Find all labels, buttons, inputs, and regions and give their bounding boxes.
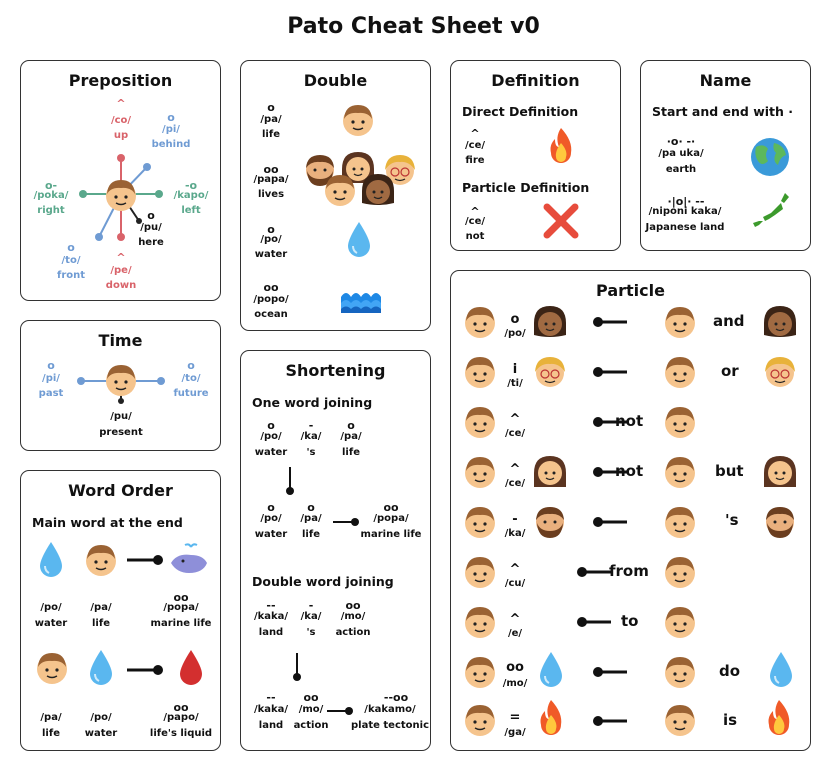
double-word-joining-heading: Double word joining	[252, 574, 394, 589]
arrow-right-icon	[593, 667, 633, 677]
person-face-icon	[663, 555, 697, 589]
particle-meaning: and	[713, 312, 745, 330]
order-word: /po/	[40, 602, 62, 613]
down-word: /pe/	[110, 265, 132, 276]
name-word: /pa uka/	[658, 148, 704, 159]
order-word: /po/	[90, 712, 112, 723]
definition-card	[450, 60, 621, 251]
short-meaning: land	[258, 627, 284, 638]
short-glyph: oo	[303, 691, 319, 704]
definition-glyph: ^	[470, 127, 480, 140]
person-face-icon	[35, 651, 69, 685]
definition-title: Definition	[491, 71, 580, 90]
bearded-face-icon	[763, 505, 797, 539]
double-word: /popo/	[253, 294, 289, 305]
arrow-down-icon	[285, 467, 295, 497]
front-glyph: o	[67, 241, 75, 254]
arrow-right-icon	[593, 367, 633, 377]
right-meaning: right	[37, 205, 65, 216]
person-face-icon	[663, 605, 697, 639]
short-glyph: -	[308, 419, 314, 432]
short-word: /kaka/	[253, 611, 289, 622]
particle-meaning: do	[719, 662, 741, 680]
double-glyph: o	[267, 223, 275, 236]
short-glyph: o	[307, 501, 315, 514]
right-glyph: o-	[44, 179, 58, 192]
water-drop-icon	[87, 649, 115, 687]
particle-word: /ce/	[504, 428, 525, 439]
name-meaning: Japanese land	[645, 222, 725, 233]
double-glyph: oo	[263, 163, 279, 176]
short-meaning: water	[254, 529, 288, 540]
double-card	[240, 60, 431, 331]
time-card	[20, 320, 221, 451]
down-meaning: down	[105, 280, 137, 291]
short-glyph: o	[267, 501, 275, 514]
order-word: /popa/	[163, 602, 199, 613]
particle-mid: not	[615, 462, 644, 480]
short-word: /mo/	[340, 611, 366, 622]
order-word: /pa/	[90, 602, 112, 613]
here-word: /pu/	[140, 222, 162, 233]
particle-meaning: is	[723, 711, 738, 729]
ocean-wave-icon	[341, 289, 381, 313]
double-title: Double	[303, 71, 368, 90]
double-meaning: life	[262, 129, 280, 140]
short-meaning: 's	[306, 627, 316, 638]
short-glyph: oo	[345, 599, 361, 612]
short-glyph: o	[347, 419, 355, 432]
arrow-right-icon	[593, 317, 633, 327]
particle-word: /ka/	[504, 528, 526, 539]
whale-icon	[169, 543, 209, 577]
short-word: /kaka/	[253, 704, 289, 715]
particle-word: /e/	[507, 628, 523, 639]
short-meaning: plate tectonic	[351, 720, 429, 731]
short-meaning: life	[342, 447, 360, 458]
left-meaning: left	[181, 205, 201, 216]
person-face-icon	[663, 505, 697, 539]
particle-glyph: ^	[509, 612, 521, 627]
definition-meaning: not	[465, 231, 485, 242]
arrow-right-icon	[127, 665, 165, 675]
past-word: /pi/	[42, 373, 60, 384]
double-meaning: lives	[257, 189, 285, 200]
particle-word: /cu/	[504, 578, 526, 589]
order-word: /pa/	[40, 712, 62, 723]
left-word: /kapo/	[173, 190, 209, 201]
definition-word: /ce/	[464, 216, 485, 227]
up-glyph: ^	[116, 97, 126, 110]
person-face-icon	[323, 173, 357, 207]
short-glyph: --oo	[383, 691, 409, 704]
particle-word: /ce/	[504, 478, 525, 489]
water-drop-icon	[537, 651, 565, 689]
order-word: /papo/	[163, 712, 199, 723]
water-drop-icon	[767, 651, 795, 689]
particle-word: /ga/	[504, 727, 526, 738]
person-face-icon	[663, 305, 697, 339]
particle-word: /po/	[504, 328, 526, 339]
present-word: /pu/	[110, 411, 132, 422]
short-word: /kakamo/	[364, 704, 416, 715]
particle-mid: not	[615, 412, 644, 430]
word-order-card	[20, 470, 221, 751]
particle-glyph: ^	[509, 562, 521, 577]
person-face-icon	[663, 405, 697, 439]
past-glyph: o	[47, 359, 55, 372]
girl-face-icon	[763, 455, 797, 489]
particle-glyph: i	[512, 362, 518, 377]
girl-face-icon	[533, 455, 567, 489]
short-word: /pa/	[340, 431, 362, 442]
fire-icon	[535, 699, 567, 737]
present-meaning: present	[99, 427, 143, 438]
short-word: /po/	[260, 431, 282, 442]
particle-card	[450, 270, 811, 751]
order-glyph: oo	[173, 701, 189, 714]
double-word: /pa/	[260, 114, 282, 125]
order-meaning: life	[42, 728, 60, 739]
short-meaning: land	[258, 720, 284, 731]
short-glyph: oo	[383, 501, 399, 514]
double-meaning: ocean	[254, 309, 288, 320]
short-word: /ka/	[300, 431, 322, 442]
person-face-icon	[463, 355, 497, 389]
here-meaning: here	[138, 237, 164, 248]
dark-face-icon	[361, 173, 395, 207]
definition-glyph: ^	[470, 205, 480, 218]
name-word: /niponi kaka/	[648, 206, 722, 217]
right-word: /poka/	[33, 190, 69, 201]
past-meaning: past	[38, 388, 64, 399]
definition-word: /ce/	[464, 140, 485, 151]
fire-icon	[545, 127, 577, 165]
particle-glyph: -	[512, 512, 518, 527]
blood-drop-icon	[177, 649, 205, 687]
person-face-icon	[463, 655, 497, 689]
person-face-icon	[341, 103, 375, 137]
particle-meaning: or	[721, 362, 739, 380]
future-word: /to/	[181, 373, 201, 384]
order-meaning: life's liquid	[149, 728, 213, 739]
particle-word: /ti/	[507, 378, 523, 389]
bearded-face-icon	[533, 505, 567, 539]
person-face-icon	[463, 703, 497, 737]
person-face-icon	[463, 305, 497, 339]
arrow-right-icon	[577, 617, 617, 627]
fire-icon	[763, 699, 795, 737]
water-drop-icon	[37, 541, 65, 579]
short-glyph: o	[267, 419, 275, 432]
double-word: /papa/	[253, 174, 289, 185]
short-meaning: action	[335, 627, 371, 638]
particle-definition-heading: Particle Definition	[462, 180, 590, 195]
particle-glyph: ^	[509, 462, 521, 477]
name-title: Name	[699, 71, 752, 90]
up-meaning: up	[113, 130, 129, 141]
name-glyph: ·o· -·	[666, 135, 696, 148]
arrow-down-icon	[292, 653, 302, 683]
person-face-icon	[463, 605, 497, 639]
short-glyph: --	[266, 691, 276, 704]
name-card	[640, 60, 811, 251]
definition-meaning: fire	[465, 155, 485, 166]
double-meaning: water	[254, 249, 288, 260]
shortening-card	[240, 350, 431, 751]
japan-map-icon	[751, 191, 791, 231]
arrow-right-icon	[593, 716, 633, 726]
person-face-icon	[463, 505, 497, 539]
front-word: /to/	[61, 255, 81, 266]
short-word: /ka/	[300, 611, 322, 622]
short-glyph: --	[266, 599, 276, 612]
short-meaning: 's	[306, 447, 316, 458]
cross-mark-icon	[543, 203, 579, 239]
person-face-icon	[663, 655, 697, 689]
short-meaning: water	[254, 447, 288, 458]
person-face-icon	[463, 455, 497, 489]
short-meaning: action	[293, 720, 329, 731]
person-face-icon	[663, 355, 697, 389]
future-meaning: future	[173, 388, 209, 399]
short-meaning: life	[302, 529, 320, 540]
particle-glyph: ^	[509, 412, 521, 427]
arrow-right-icon	[127, 555, 165, 565]
short-word: /po/	[260, 513, 282, 524]
order-glyph: oo	[173, 591, 189, 604]
person-face-icon	[463, 405, 497, 439]
up-word: /co/	[110, 115, 132, 126]
name-rule: Start and end with ·	[652, 104, 794, 119]
particle-meaning: but	[715, 462, 744, 480]
word-order-title: Word Order	[68, 481, 173, 500]
particle-word: /mo/	[502, 678, 528, 689]
page-title: Pato Cheat Sheet v0	[287, 14, 540, 39]
future-glyph: o	[187, 359, 195, 372]
person-face-icon	[663, 455, 697, 489]
particle-mid: to	[621, 612, 639, 630]
preposition-card	[20, 60, 221, 301]
preposition-title: Preposition	[68, 71, 173, 90]
left-glyph: -o	[184, 179, 198, 192]
particle-glyph: oo	[506, 660, 524, 675]
double-glyph: oo	[263, 281, 279, 294]
particle-glyph: =	[509, 710, 521, 725]
water-drop-icon	[345, 221, 373, 259]
short-meaning: marine life	[360, 529, 422, 540]
earth-globe-icon	[750, 137, 790, 177]
one-word-joining-heading: One word joining	[252, 395, 373, 410]
word-order-rule: Main word at the end	[32, 515, 183, 530]
person-face-icon	[104, 178, 138, 212]
blond-face-icon	[763, 355, 797, 389]
particle-glyph: o	[510, 312, 520, 327]
name-glyph: ·|o|· --	[667, 195, 705, 208]
dark-face-icon	[533, 305, 567, 339]
shortening-title: Shortening	[285, 361, 386, 380]
down-glyph: ^	[116, 251, 126, 264]
short-word: /mo/	[298, 704, 324, 715]
particle-title: Particle	[596, 281, 665, 300]
arrow-right-icon	[593, 517, 633, 527]
person-face-icon	[463, 555, 497, 589]
person-face-icon	[104, 363, 138, 397]
double-glyph: o	[267, 101, 275, 114]
behind-glyph: o	[167, 111, 175, 124]
person-face-icon	[663, 703, 697, 737]
front-meaning: front	[56, 270, 86, 281]
order-meaning: marine life	[150, 618, 212, 629]
short-word: /pa/	[300, 513, 322, 524]
dark-face-icon	[763, 305, 797, 339]
order-meaning: water	[34, 618, 68, 629]
short-word: /popa/	[373, 513, 409, 524]
short-glyph: -	[308, 599, 314, 612]
particle-meaning: 's	[725, 511, 739, 529]
time-title: Time	[98, 331, 143, 350]
double-word: /po/	[260, 234, 282, 245]
here-glyph: o	[147, 209, 155, 222]
name-meaning: earth	[665, 164, 697, 175]
order-meaning: water	[84, 728, 118, 739]
person-face-icon	[84, 543, 118, 577]
behind-word: /pi/	[162, 124, 180, 135]
blond-face-icon	[533, 355, 567, 389]
order-meaning: life	[92, 618, 110, 629]
particle-mid: from	[609, 562, 649, 580]
direct-definition-heading: Direct Definition	[462, 104, 579, 119]
behind-meaning: behind	[151, 139, 191, 150]
